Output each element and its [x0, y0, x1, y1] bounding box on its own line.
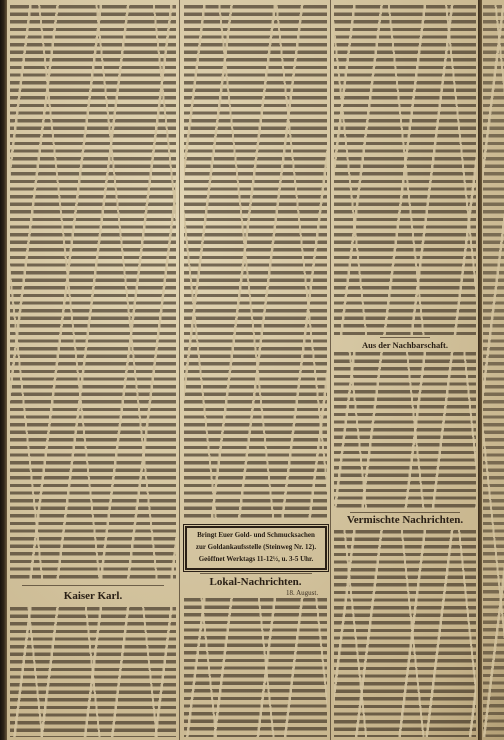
page-edge-band	[478, 0, 482, 740]
kaiser-karl-heading: Kaiser Karl.	[63, 590, 123, 602]
nachbarschaft-heading: Aus der Nachbarschaft.	[361, 340, 449, 350]
lokal-nachrichten-heading: Lokal-Nachrichten.	[209, 576, 302, 588]
binding-edge	[0, 0, 7, 740]
column2-section-rule	[200, 573, 312, 574]
column1-body-text	[10, 5, 176, 579]
vermischte-body-text	[334, 530, 476, 737]
kaiser-karl-body-text	[10, 607, 176, 737]
column2-body-text	[184, 5, 327, 521]
gold-ad-box	[185, 526, 327, 570]
lokal-dateline: 18. August.	[286, 589, 319, 597]
gold-ad-line-3: Geöffnet Werktags 11-12½, u. 3-5 Uhr.	[198, 555, 314, 563]
nachbarschaft-body-text	[334, 352, 476, 509]
column3-section-rule-1	[380, 337, 430, 338]
vermischte-nachrichten-heading: Vermischte Nachrichten.	[346, 514, 464, 526]
lokal-body-text	[184, 598, 327, 737]
column3-body-text	[334, 5, 476, 335]
column-rule-1	[179, 0, 180, 740]
column-rule-2	[330, 0, 331, 740]
gold-ad-line-2: zur Goldankaufsstelle (Steinweg Nr. 12).	[195, 543, 317, 551]
adjacent-column-text	[483, 5, 504, 737]
column1-section-rule	[22, 585, 164, 586]
gold-ad-line-1: Bringt Euer Gold- und Schmucksachen	[197, 531, 315, 539]
column3-section-rule-2	[350, 512, 460, 513]
